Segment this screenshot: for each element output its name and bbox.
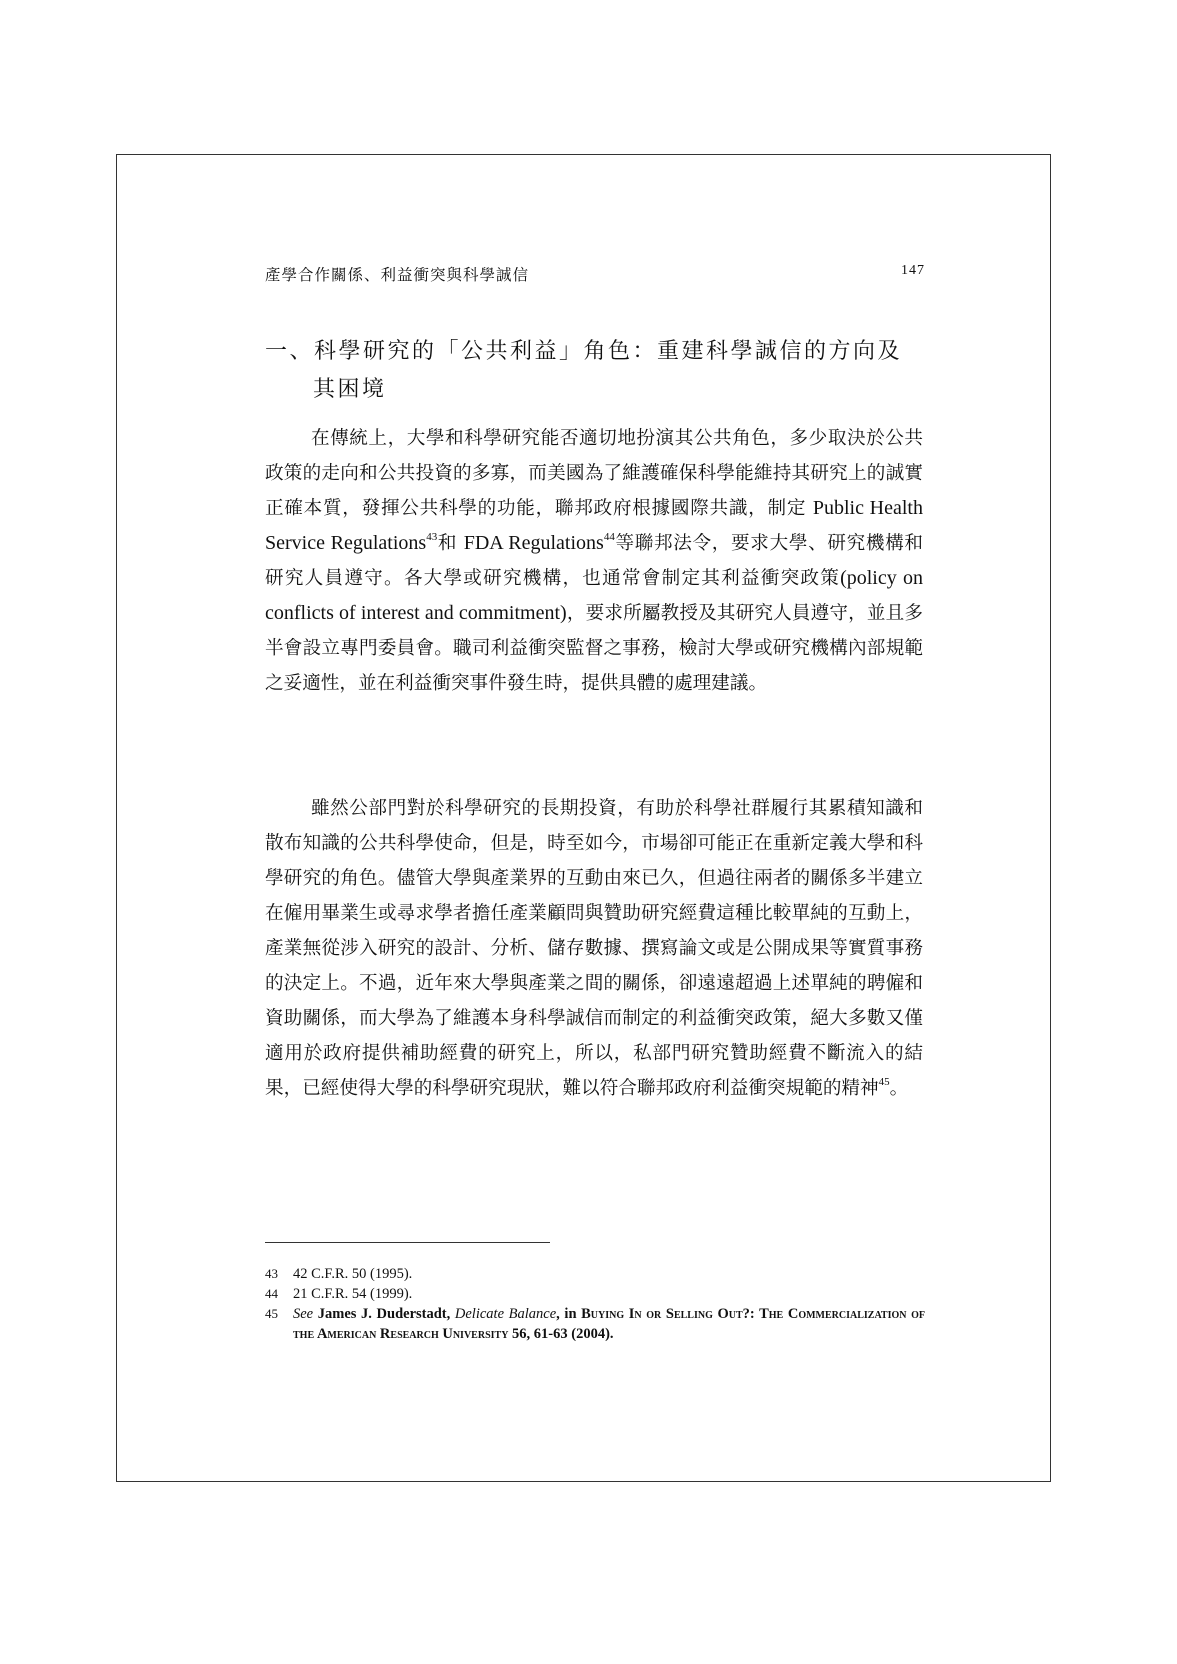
running-head-title: 產學合作關係、利益衝突與科學誠信	[265, 266, 530, 284]
p1-fda-regulations: FDA Regulations	[463, 532, 604, 554]
body-paragraph-2	[265, 791, 923, 1106]
footnote-ref-44[interactable]: 44	[603, 531, 615, 543]
footnote-separator	[265, 1242, 550, 1243]
footnote-ref-45[interactable]: 45	[878, 1076, 890, 1088]
p1-policy-name: (policy on conflicts of interest and commitment)	[265, 567, 923, 624]
footnote-book-title: Buying In or Selling Out?: The Commercialization of the American Research University	[293, 1306, 926, 1342]
section-heading-line-2: 其困境	[313, 377, 387, 402]
page-number: 147	[901, 263, 925, 278]
section-heading-line-1: 一、科學研究的「公共利益」角色：重建科學誠信的方向及	[265, 339, 903, 364]
p1-text-3: 和	[437, 533, 458, 554]
p1-text-5: 等聯邦法令，要求大學、研究機構和研究人員遵守。各大學或研究機構，也通常會制定其利益衝突政策	[265, 533, 923, 589]
footnote-signal: See	[293, 1306, 314, 1322]
running-head	[265, 263, 925, 287]
footnote-45	[265, 1304, 925, 1344]
footnote-in: , in	[556, 1306, 582, 1322]
p2-text-1: 雖然公部門對於科學研究的長期投資，有助於科學社群履行其累積知識和散布知識的公共科學使命，但是，時至如今，市場卻可能正在重新定義大學和科學研究的角色。儘管大學與產業界的互動由來已久，但過往兩者的關係多半建立在僱用畢業生或尋求學者擔任產業顧問與贊助研究經費這種比較單純的互動上，產業無從涉入研究的設計、分析、儲存數據、撰寫論文或是公開成果等實質事務的決定上。不過，近年來大學與產業之間的關係，卻遠遠超過上述單純的聘僱和資助關係，而大學為了維護本身科學誠信而制定的利益衝突政策，絕大多數又僅適用於政府提供補助經費的研究上，所以，私部門研究贊助經費不斷流入的結果，已經使得大學的科學研究現狀，難以符合聯邦政府利益衝突規範的精神	[265, 798, 923, 1099]
footnote-number: 45	[265, 1306, 278, 1321]
footnote-number: 44	[265, 1286, 278, 1301]
footnote-number: 43	[265, 1266, 278, 1281]
footnote-44	[265, 1284, 925, 1304]
footnote-chapter-title: Delicate Balance	[454, 1306, 557, 1322]
p1-text-1: 在傳統上，大學和科學研究能否適切地扮演其公共角色，多少取決於公共政策的走向和公共投資的多寡，而美國為了維護確保科學能維持其研究上的誠實正確本質，發揮公共科學的功能，聯邦政府根據國際共識，制定	[265, 428, 923, 519]
footnotes	[265, 1264, 925, 1344]
footnote-ref-43[interactable]: 43	[426, 531, 438, 543]
footnote-author: James J. Duderstadt,	[313, 1306, 455, 1322]
footnote-text: 42 C.F.R. 50 (1995).	[293, 1266, 413, 1282]
footnote-pages: 56, 61-63 (2004).	[508, 1326, 614, 1342]
footnote-43	[265, 1264, 925, 1284]
body-paragraph-1	[265, 421, 923, 701]
footnote-text: 21 C.F.R. 54 (1999).	[293, 1286, 413, 1302]
section-heading	[265, 333, 935, 409]
p1-regulation-name: Public Health Service Regulations	[265, 497, 923, 554]
p1-text-7: ，要求所屬教授及其研究人員遵守，並且多半會設立專門委員會。職司利益衝突監督之事務，檢討大學或研究機構內部規範之妥適性，並在利益衝突事件發生時，提供具體的處理建議。	[265, 603, 923, 694]
footnote-text	[293, 1304, 925, 1344]
p2-text-2: 。	[889, 1078, 909, 1099]
